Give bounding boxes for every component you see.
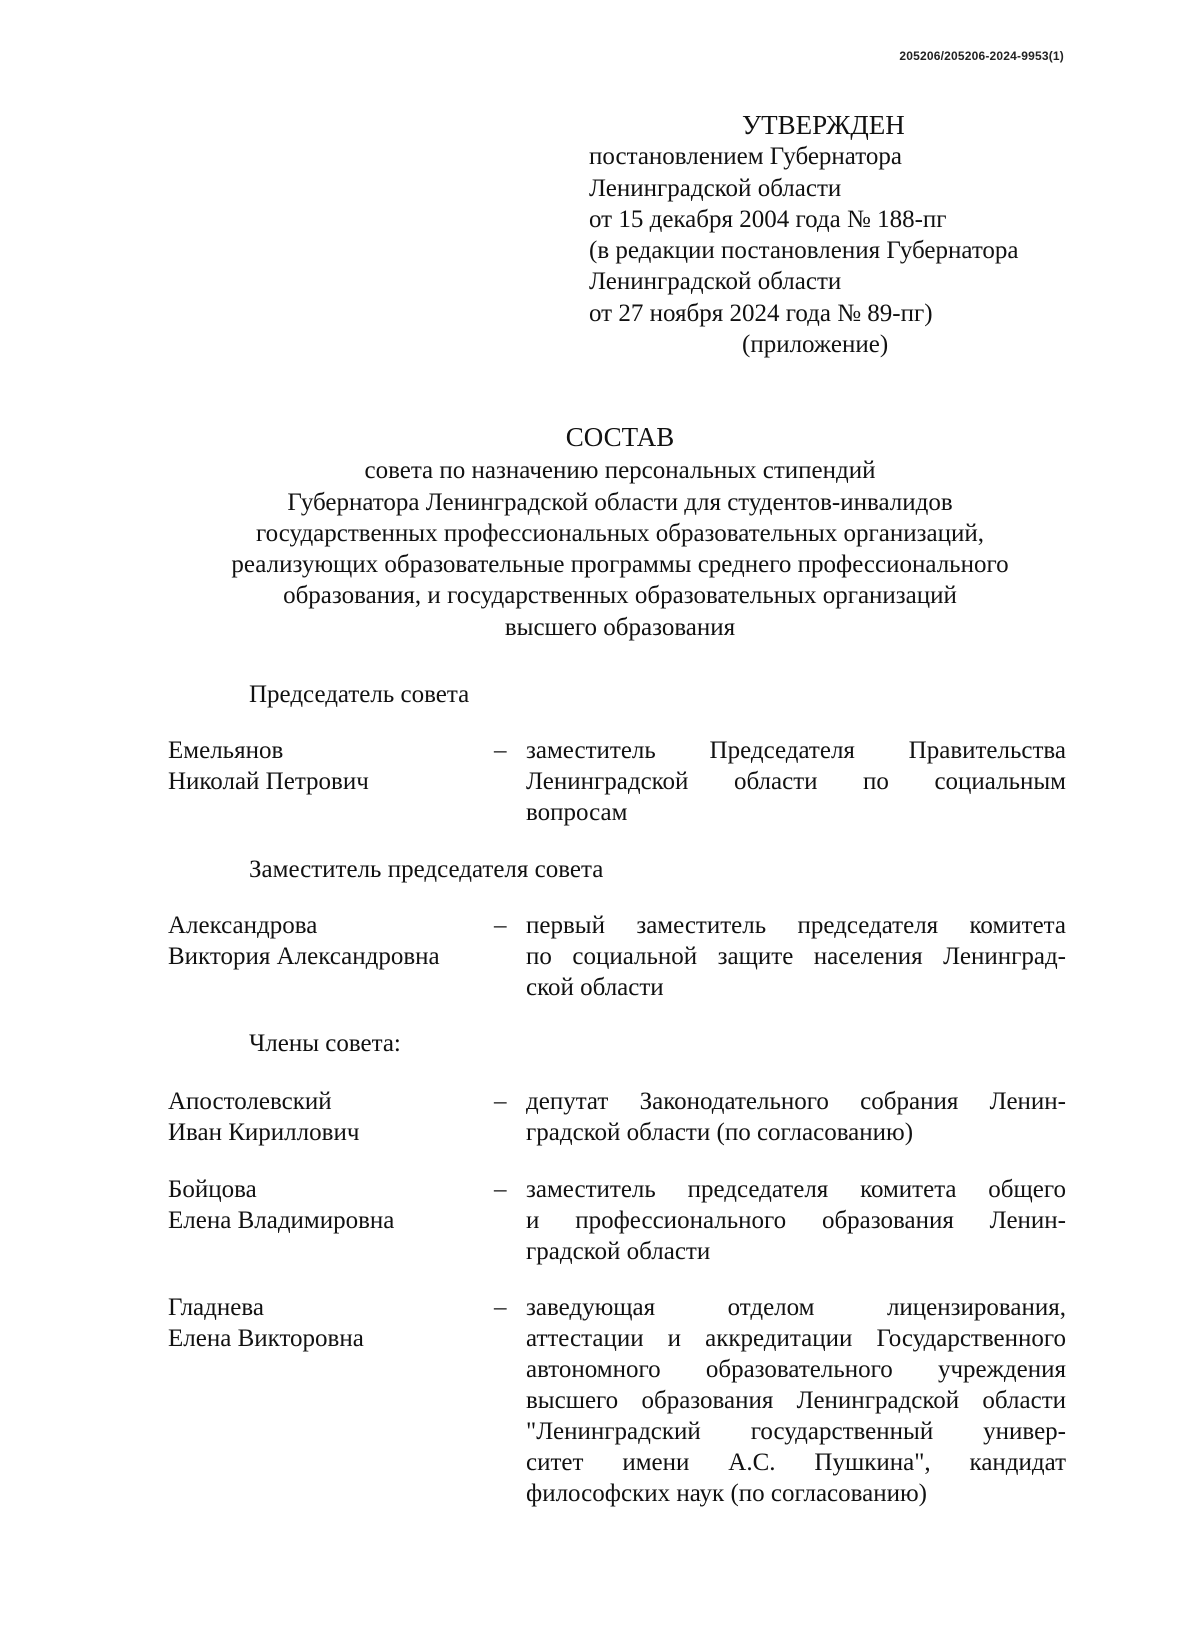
dash-separator: –: [494, 737, 507, 764]
dash-separator: –: [494, 912, 507, 939]
role-line: ситет имени А.С. Пушкина", кандидат: [526, 1449, 1066, 1476]
person-role: [526, 1174, 1066, 1267]
person-name: [168, 1174, 488, 1236]
composition-line: совета по назначению персональных стипендий: [364, 457, 876, 485]
members-heading: Члены совета:: [249, 1030, 401, 1057]
composition-title: СОСТАВ: [565, 422, 675, 452]
composition-line: высшего образования: [504, 613, 736, 641]
dash-separator: –: [494, 1088, 507, 1115]
approval-line: постановлением Губернатора: [589, 143, 902, 171]
composition-line: Губернатора Ленинградской области для студентов-инвалидов: [287, 488, 953, 516]
dash-separator: –: [494, 1294, 507, 1321]
person-role: [526, 1292, 1066, 1509]
role-line: вопросам: [526, 799, 628, 826]
role-line: автономного образовательного учреждения: [526, 1356, 1066, 1383]
approval-line: от 15 декабря 2004 года № 188-пг: [589, 205, 947, 233]
person-given-names: Иван Кириллович: [168, 1119, 360, 1146]
deputy-heading: Заместитель председателя совета: [249, 856, 604, 883]
person-name: [168, 1292, 488, 1354]
role-line: по социальной защите населения Ленинград-: [526, 943, 1066, 970]
person-surname: Александрова: [168, 912, 318, 939]
person-given-names: Николай Петрович: [168, 768, 369, 795]
role-line: первый заместитель председателя комитета: [526, 912, 1066, 939]
approval-line: Ленинградской области: [589, 268, 842, 296]
approval-line: Ленинградской области: [589, 174, 842, 202]
person-surname: Емельянов: [168, 737, 284, 764]
person-name: [168, 735, 488, 797]
person-given-names: Елена Владимировна: [168, 1207, 395, 1234]
person-surname: Бойцова: [168, 1176, 257, 1203]
role-line: градской области: [526, 1238, 711, 1265]
person-given-names: Елена Викторовна: [168, 1325, 364, 1352]
role-line: аттестации и аккредитации Государственного: [526, 1325, 1066, 1352]
person-name: [168, 1086, 488, 1148]
approval-line: (в редакции постановления Губернатора: [589, 237, 1019, 265]
role-line: и профессионального образования Ленин-: [526, 1207, 1066, 1234]
approval-title: УТВЕРЖДЕН: [742, 110, 905, 140]
role-line: заместитель Председателя Правительства: [526, 737, 1066, 764]
person-role: [526, 910, 1066, 1003]
chairman-heading: Председатель совета: [249, 681, 470, 708]
role-line: "Ленинградский государственный универ-: [526, 1418, 1066, 1445]
composition-line: образования, и государственных образовательных организаций: [283, 582, 957, 610]
person-name: [168, 910, 488, 972]
person-surname: Гладнева: [168, 1294, 264, 1321]
role-line: депутат Законодательного собрания Ленин-: [526, 1088, 1066, 1115]
role-line: высшего образования Ленинградской области: [526, 1387, 1066, 1414]
role-line: градской области (по согласованию): [526, 1119, 914, 1146]
person-given-names: Виктория Александровна: [168, 943, 440, 970]
person-role: [526, 735, 1066, 828]
role-line: ской области: [526, 974, 664, 1001]
dash-separator: –: [494, 1176, 507, 1203]
approval-block: [589, 110, 1019, 360]
composition-heading: [0, 422, 1200, 643]
approval-appendix: (приложение): [742, 331, 889, 359]
person-surname: Апостолевский: [168, 1088, 332, 1115]
person-role: [526, 1086, 1066, 1148]
role-line: заместитель председателя комитета общего: [526, 1176, 1066, 1203]
composition-line: реализующих образовательные программы среднего профессионального: [231, 551, 1009, 579]
role-line: философских наук (по согласованию): [526, 1480, 927, 1507]
role-line: Ленинградской области по социальным: [526, 768, 1066, 795]
role-line: заведующая отделом лицензирования,: [526, 1294, 1066, 1321]
document-id: 205206/205206-2024-9953(1): [899, 49, 1064, 63]
approval-line: от 27 ноября 2024 года № 89-пг): [589, 299, 933, 327]
composition-line: государственных профессиональных образовательных организаций,: [256, 519, 984, 547]
